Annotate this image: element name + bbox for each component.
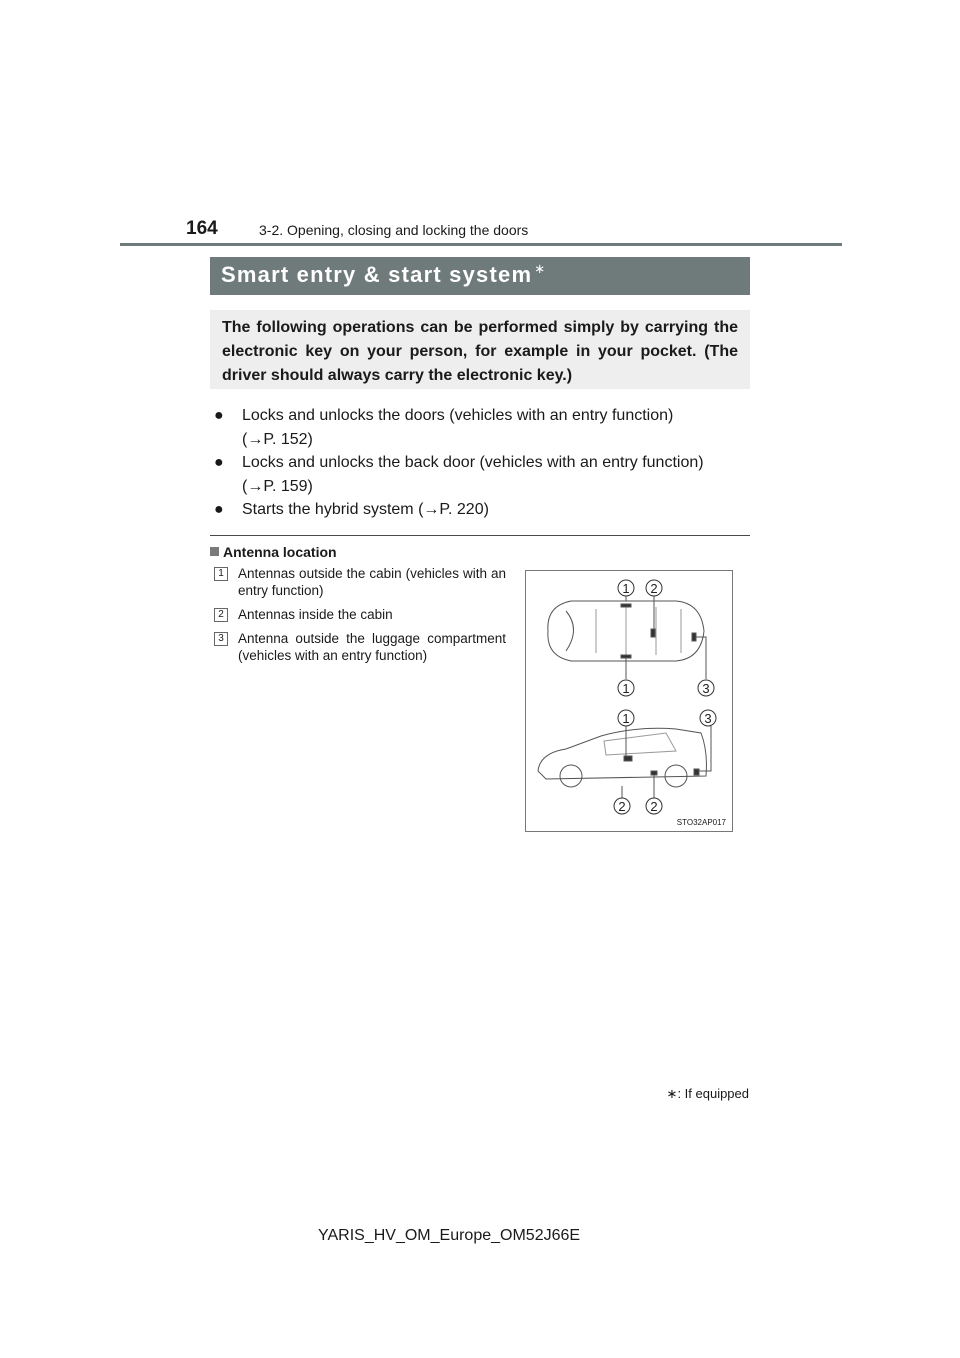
antenna-mark [624, 756, 632, 761]
antenna-legend [214, 565, 506, 671]
car-diagram [526, 571, 732, 831]
bullet-icon: ● [214, 454, 224, 471]
antenna-heading-text: Antenna location [223, 544, 337, 560]
equipped-mark: ∗ [534, 261, 547, 276]
bullet-list [214, 404, 748, 522]
legend-text: Antennas inside the cabin [238, 607, 393, 622]
page-number: 164 [186, 218, 218, 239]
square-icon [210, 547, 219, 556]
legend-item [214, 565, 506, 599]
antenna-figure [525, 570, 733, 832]
antenna-mark [651, 629, 655, 637]
legend-text: Antenna outside the luggage compartment (vehicles with an entry function) [238, 631, 506, 663]
fig-label-2: 2 [618, 799, 626, 814]
legend-item [214, 606, 506, 623]
page-reference: (→P. 159) [242, 477, 313, 495]
bullet-item [214, 451, 748, 498]
footnote: ∗: If equipped [666, 1086, 749, 1101]
legend-item [214, 630, 506, 664]
bullet-text: Locks and unlocks the back door (vehicles with an entry function) [242, 454, 704, 471]
bullet-text: Starts the hybrid system (→P. 220) [242, 501, 489, 518]
page-title [221, 262, 546, 288]
fig-label-1: 1 [622, 681, 630, 696]
antenna-mark [621, 655, 631, 658]
fig-label-1: 1 [622, 711, 630, 726]
section-title: 3-2. Opening, closing and locking the doors [259, 222, 529, 238]
antenna-mark [694, 769, 699, 775]
page-reference: (→P. 152) [242, 430, 313, 448]
antenna-heading [210, 544, 337, 560]
figure-code: STO32AP017 [676, 818, 726, 827]
footer-code: YARIS_HV_OM_Europe_OM52J66E [318, 1227, 581, 1244]
legend-text: Antennas outside the cabin (vehicles with an entry function) [238, 566, 506, 598]
bullet-text: Locks and unlocks the doors (vehicles with an entry function) [242, 407, 674, 424]
bullet-item [214, 404, 748, 451]
intro-box [210, 310, 750, 389]
bullet-item [214, 498, 748, 522]
fig-label-3: 3 [702, 681, 710, 696]
legend-number: 3 [214, 632, 228, 646]
bullet-icon: ● [214, 407, 224, 424]
title-bar [210, 257, 750, 295]
fig-label-2: 2 [650, 799, 658, 814]
legend-number: 1 [214, 567, 228, 581]
fig-label-3: 3 [704, 711, 712, 726]
fig-label-1: 1 [622, 581, 630, 596]
antenna-mark [692, 633, 696, 641]
section-divider [210, 535, 750, 536]
intro-text: The following operations can be performed simply by carrying the electronic key on your person, for example in your pocket. (The driver should always carry the electronic key.) [222, 319, 738, 384]
bullet-icon: ● [214, 501, 224, 518]
header-rule [120, 243, 842, 246]
antenna-mark [651, 771, 657, 775]
fig-label-2: 2 [650, 581, 658, 596]
legend-number: 2 [214, 608, 228, 622]
antenna-mark [621, 604, 631, 607]
page-title-text: Smart entry & start system [221, 262, 533, 287]
